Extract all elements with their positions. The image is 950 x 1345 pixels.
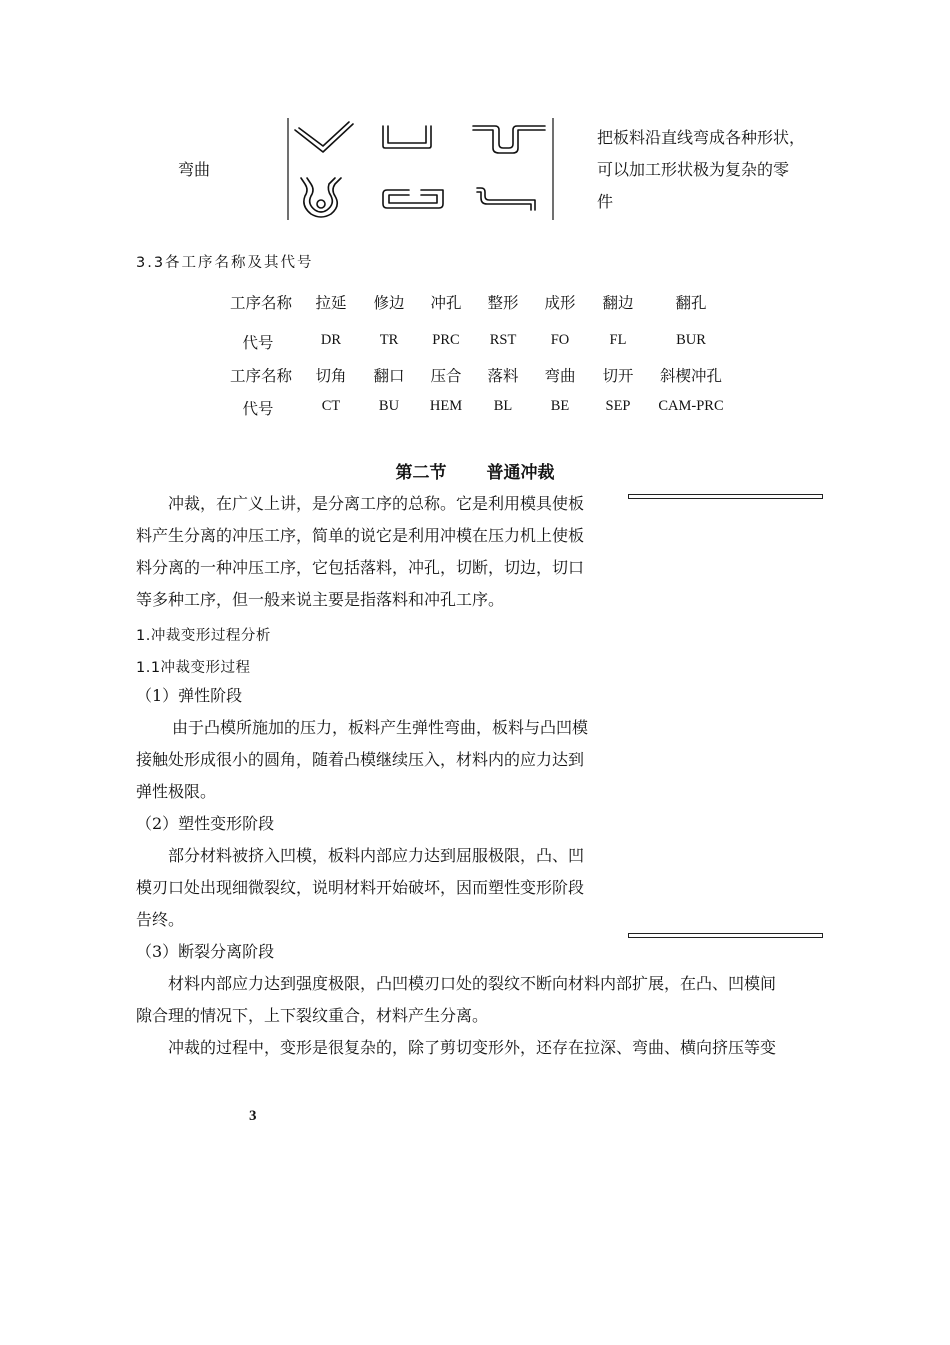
stage-title: （2）塑性变形阶段 [136, 814, 275, 833]
paragraph-line: 料产生分离的冲压工序，简单的说它是利用冲模在压力机上使板 [136, 526, 585, 545]
table-row-label: 代号 [242, 400, 274, 418]
table-cell: TR [379, 332, 399, 348]
bend-desc-line: 件 [597, 192, 614, 211]
table-cell: BUR [676, 332, 706, 348]
stage1-block [136, 680, 616, 808]
table-cell: HEM [429, 398, 463, 414]
table-cell: 压合 [430, 367, 462, 385]
table-cell: 成形 [544, 294, 576, 312]
table-cell: 修边 [373, 294, 405, 312]
table-cell: FL [609, 332, 627, 348]
page-number: 3 [249, 1108, 257, 1124]
paragraph-line: 由于凸模所施加的压力，板料产生弹性弯曲，板料与凸凹模 [172, 718, 589, 737]
bend-description [597, 122, 827, 218]
table-cell: 拉延 [315, 294, 347, 312]
table-cell: 整形 [487, 294, 519, 312]
stage3-block [136, 936, 836, 1064]
table-cell: BL [493, 398, 513, 414]
paragraph-line: 模刃口处出现细微裂纹，说明材料开始破坏，因而塑性变形阶段 [136, 878, 585, 897]
table-cell: RST [489, 332, 517, 348]
bend-desc-line: 把板料沿直线弯成各种形状， [597, 128, 806, 147]
bend-desc-line: 可以加工形状极为复杂的零 [597, 160, 790, 179]
section-name: 普通冲裁 [486, 463, 555, 483]
paragraph-line: 冲裁的过程中，变形是很复杂的，除了剪切变形外，还存在拉深、弯曲、横向挤压等变 [168, 1038, 777, 1057]
section-number: 第二节 [395, 463, 447, 483]
paragraph-line: 冲裁，在广义上讲，是分离工序的总称。它是利用模具使板 [168, 494, 585, 513]
table-cell: CT [321, 398, 341, 414]
table-row-label: 代号 [242, 334, 274, 352]
section-3-3-heading: 3.3各工序名称及其代号 [136, 255, 314, 271]
table-cell: 翻口 [373, 367, 405, 385]
table-cell: SEP [605, 398, 631, 414]
table-cell: DR [320, 332, 342, 348]
bend-label: 弯曲 [178, 160, 211, 179]
table-cell: 翻边 [602, 294, 634, 312]
side-frame-top [628, 494, 823, 499]
table-row-label: 工序名称 [229, 367, 292, 385]
stage2-block [136, 808, 616, 936]
paragraph-line: 告终。 [136, 910, 185, 929]
section-title [0, 458, 950, 483]
table-cell: PRC [432, 332, 460, 348]
paragraph-line: 接触处形成很小的圆角，随着凸模继续压入，材料内的应力达到 [136, 750, 585, 769]
table-cell: 冲孔 [430, 294, 462, 312]
heading-1: 1.冲裁变形过程分析 [136, 628, 271, 644]
stage-title: （1）弹性阶段 [136, 686, 243, 705]
table-row-label: 工序名称 [229, 294, 292, 312]
table-cell: 翻孔 [675, 294, 707, 312]
paragraph-line: 等多种工序，但一般来说主要是指落料和冲孔工序。 [136, 590, 505, 609]
table-cell: BE [550, 398, 570, 414]
table-cell: 落料 [487, 367, 519, 385]
table-cell: CAM-PRC [658, 398, 724, 414]
paragraph-line: 弹性极限。 [136, 782, 217, 801]
table-cell: 弯曲 [544, 367, 576, 385]
paragraph-line: 料分离的一种冲压工序，它包括落料，冲孔，切断，切边，切口 [136, 558, 585, 577]
heading-1-1: 1.1冲裁变形过程 [136, 660, 251, 676]
paragraph-line: 隙合理的情况下，上下裂纹重合，材料产生分离。 [136, 1006, 489, 1025]
table-cell: 切角 [315, 367, 347, 385]
table-cell: 斜楔冲孔 [659, 367, 722, 385]
table-cell: FO [550, 332, 570, 348]
paragraph-line: 部分材料被挤入凹模，板料内部应力达到屈服极限，凸、凹 [168, 846, 585, 865]
table-cell: 切开 [602, 367, 634, 385]
table-cell: BU [378, 398, 400, 414]
paragraph-line: 材料内部应力达到强度极限，凸凹模刃口处的裂纹不断向材料内部扩展，在凸、凹模间 [168, 974, 777, 993]
bending-shapes-figure [287, 118, 554, 220]
intro-paragraph [136, 488, 616, 616]
stage-title: （3）断裂分离阶段 [136, 942, 275, 961]
